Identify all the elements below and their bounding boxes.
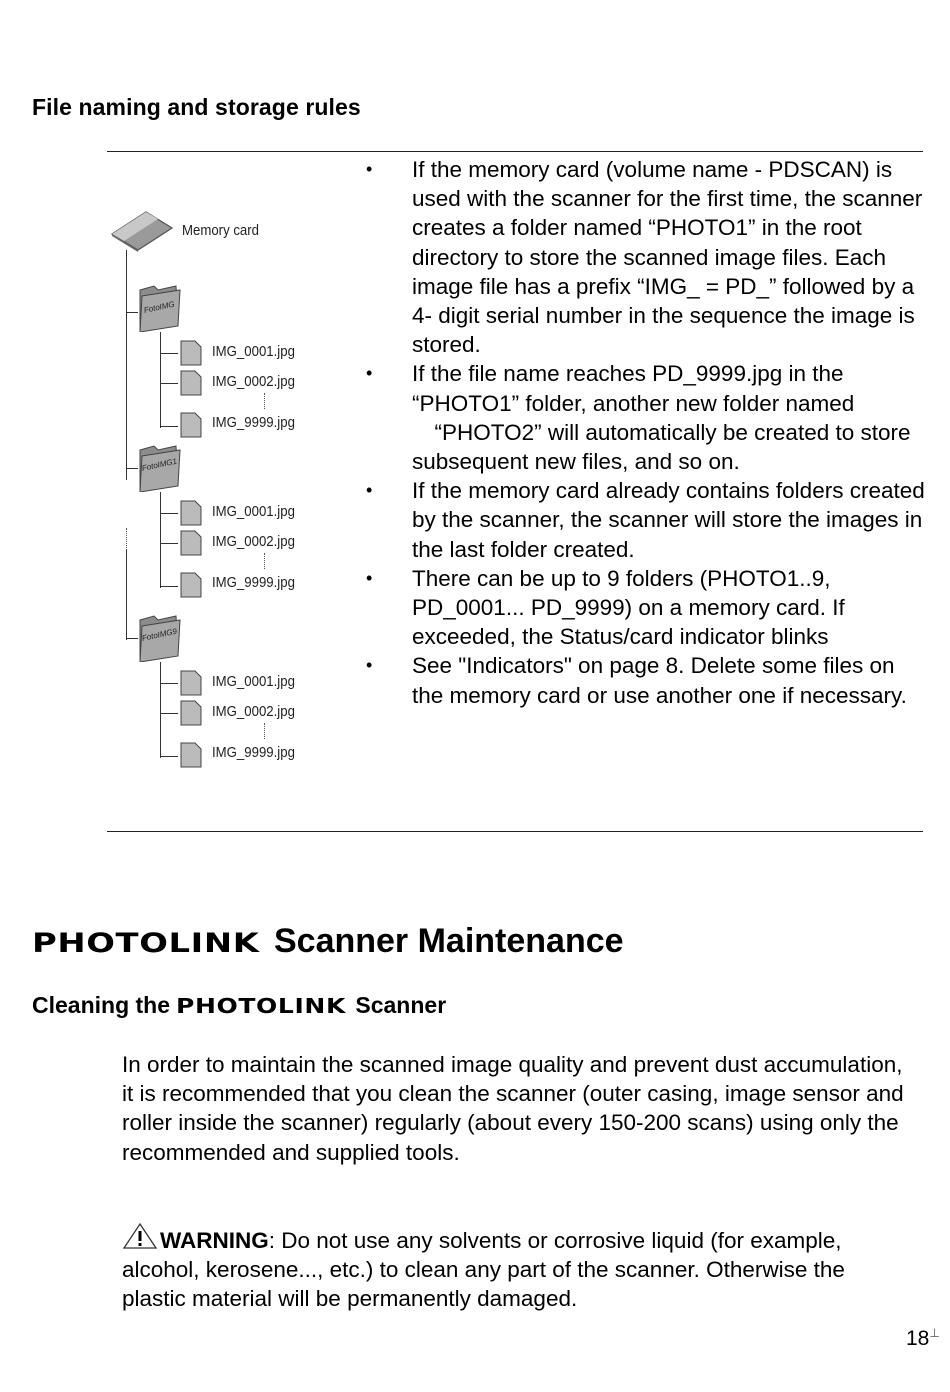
file-icon [180,412,202,438]
folder-tree-diagram [100,200,330,790]
list-item: • If the file name reaches PD_9999.jpg in the “PHOTO1” folder, another new folder named “PHOTO2” will automatically be created to store subsequent new files, and so on. [366,361,911,475]
cleaning-paragraph: In order to maintain the scanned image quality and prevent dust accumulation, it is recommended that you clean the scanner (outer casing, image sensor and roller inside the scanner) regularly (about every 150-200 scans) using only the recommended and supplied tools. [122,1052,904,1165]
folder-label: FotoIMG [143,299,176,315]
list-item: • If the memory card (volume name - PDSCAN) is used with the scanner for the first time, the scanner creates a folder named “PHOTO1” in the root directory to store the scanned image files. Each image file has a prefix “IMG_ = PD_” followed by a 4- digit serial number in the sequence the image is stored. [366,157,923,358]
file-icon [180,340,202,366]
list-item: • There can be up to 9 folders (PHOTO1..9, PD_0001... PD_9999) on a memory card. If exceeded, the Status/card indicator blinks [366,565,845,650]
warning-icon [122,1222,158,1250]
file-icon [180,572,202,598]
rules-list [366,155,926,710]
file-label: IMG_0001.jpg [212,673,295,690]
file-icon [180,700,202,726]
table-bottom-rule [107,831,923,832]
section-heading: File naming and storage rules [32,94,361,120]
file-label: IMG_9999.jpg [212,574,295,591]
cleaning-heading: Cleaning the PHOTOLINK Scanner [32,992,447,1018]
folder-label: FotoIMG1 [141,456,178,473]
maintenance-title: PHOTOLINK Scanner Maintenance [32,922,624,960]
tree-root-label: Memory card [182,222,260,239]
warning-label: WARNING [160,1228,269,1253]
file-label: IMG_0002.jpg [212,703,295,720]
list-item: • See "Indicators" on page 8. Delete some files on the memory card or use another one if necessary. [366,653,907,708]
brand-logo: PHOTOLINK [32,928,260,959]
file-label: IMG_0002.jpg [212,373,295,390]
file-icon [180,370,202,396]
page-number: 18⊥ [906,1326,940,1350]
file-icon [180,742,202,768]
file-icon [180,670,202,696]
file-label: IMG_0001.jpg [212,343,295,360]
list-item: • If the memory card already contains folders created by the scanner, the scanner will store the images in the last folder created. [366,478,925,562]
file-icon [180,530,202,556]
brand-logo: PHOTOLINK [176,994,347,1018]
file-label: IMG_9999.jpg [212,414,295,431]
memory-card-icon [108,208,174,252]
folder-label: FotoIMG9 [141,626,178,643]
file-label: IMG_0001.jpg [212,503,295,520]
table-top-rule [107,151,923,152]
warning-paragraph: WARNING: Do not use any solvents or corrosive liquid (for example, alcohol, kerosene..., etc.) to clean any part of the scanner. Otherwise the plastic material will be permanently damaged. [122,1222,912,1314]
file-icon [180,500,202,526]
file-label: IMG_9999.jpg [212,744,295,761]
file-label: IMG_0002.jpg [212,533,295,550]
